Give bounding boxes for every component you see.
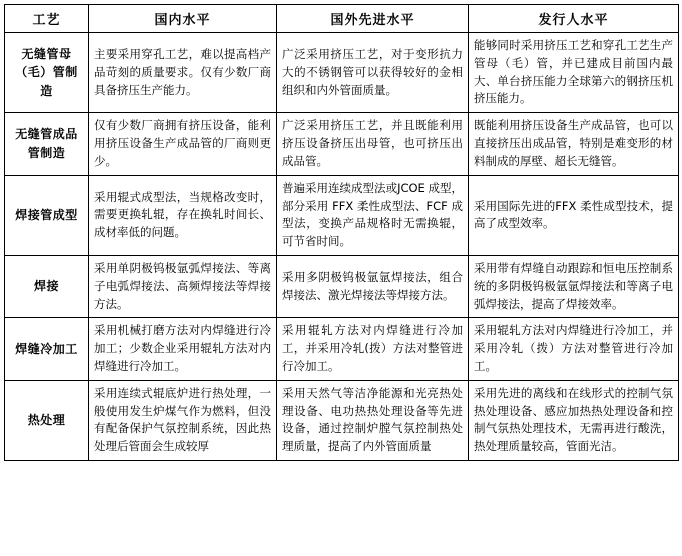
- cell-issuer: 能够同时采用挤压工艺和穿孔工艺生产管母（毛）管，并已建成目前国内最大、单台挤压能力全球第六的钢挤压机挤压能力。: [469, 33, 679, 113]
- cell-domestic: 采用机械打磨方法对内焊缝进行冷加工；少数企业采用辊轧方法对内焊缝进行冷加工。: [89, 318, 277, 380]
- column-header-issuer: 发行人水平: [469, 5, 679, 33]
- table-row: [5, 175, 679, 255]
- cell-issuer: 采用先进的离线和在线形式的控制气氛热处理设备、感应加热热处理设备和控制气氛热处理技术，无需再进行酸洗，热处理质量较高，管面光洁。: [469, 380, 679, 460]
- cell-foreign: 普遍采用连续成型法或JCOE 成型，部分采用 FFX 柔性成型法、FCF 成型法，变换产品规格时无需换辊，可节省时间。: [277, 175, 469, 255]
- technology-comparison-table: [4, 4, 679, 461]
- column-header-process: 工艺: [5, 5, 89, 33]
- table-row: [5, 255, 679, 317]
- cell-domestic: 采用辊式成型法，当规格改变时，需要更换轧辊，存在换轧时间长、成材率低的问题。: [89, 175, 277, 255]
- cell-domestic: 采用单阴极钨极氩弧焊接法、等离子电弧焊接法、高频焊接法等焊接方法。: [89, 255, 277, 317]
- column-header-foreign: 国外先进水平: [277, 5, 469, 33]
- cell-foreign: 采用多阴极钨极氩氩焊接法，组合焊接法、激光焊接法等焊接方法。: [277, 255, 469, 317]
- row-label-process: 焊缝冷加工: [5, 318, 89, 380]
- cell-foreign: 采用辊轧方法对内焊缝进行冷加工，并采用冷轧(拨）方法对整管进行冷加工。: [277, 318, 469, 380]
- table-row: [5, 113, 679, 175]
- table-row: [5, 33, 679, 113]
- row-label-process: 焊接: [5, 255, 89, 317]
- cell-issuer: 采用带有焊缝自动跟踪和恒电压控制系统的多阴极钨极氩氩焊接法和等离子电弧焊接法，提高了焊接效率。: [469, 255, 679, 317]
- table-row: [5, 318, 679, 380]
- cell-domestic: 采用连续式辊底炉进行热处理，一般使用发生炉煤气作为燃料，但没有配备保护气氛控制系统，因此热处理后管面会生成较厚: [89, 380, 277, 460]
- cell-issuer: 采用辊轧方法对内焊缝进行冷加工，并采用冷轧（拨）方法对整管进行冷加工。: [469, 318, 679, 380]
- cell-issuer: 既能利用挤压设备生产成品管，也可以直接挤压出成品管，特别是难变形的材料制成的厚壁、超长无缝管。: [469, 113, 679, 175]
- cell-foreign: 广泛采用挤压工艺，对于变形抗力大的不锈钢管可以获得较好的金相组织和内外管面质量。: [277, 33, 469, 113]
- cell-issuer: 采用国际先进的FFX 柔性成型技术，提高了成型效率。: [469, 175, 679, 255]
- row-label-process: 无缝管成品管制造: [5, 113, 89, 175]
- row-label-process: 焊接管成型: [5, 175, 89, 255]
- table-header-row: [5, 5, 679, 33]
- row-label-process: 热处理: [5, 380, 89, 460]
- row-label-process: 无缝管母（毛）管制造: [5, 33, 89, 113]
- cell-foreign: 广泛采用挤压工艺，并且既能利用挤压设备挤压出母管，也可挤压出成品管。: [277, 113, 469, 175]
- table-row: [5, 380, 679, 460]
- cell-domestic: 仅有少数厂商拥有挤压设备，能利用挤压设备生产成品管的厂商则更少。: [89, 113, 277, 175]
- cell-domestic: 主要采用穿孔工艺，难以提高档产品苛刻的质量要求。仅有少数厂商具备挤压生产能力。: [89, 33, 277, 113]
- cell-foreign: 采用天然气等洁净能源和光亮热处理设备、电功热热处理设备等先进设备，通过控制炉膛气氛控制热处理质量，提高了内外管面质量: [277, 380, 469, 460]
- column-header-domestic: 国内水平: [89, 5, 277, 33]
